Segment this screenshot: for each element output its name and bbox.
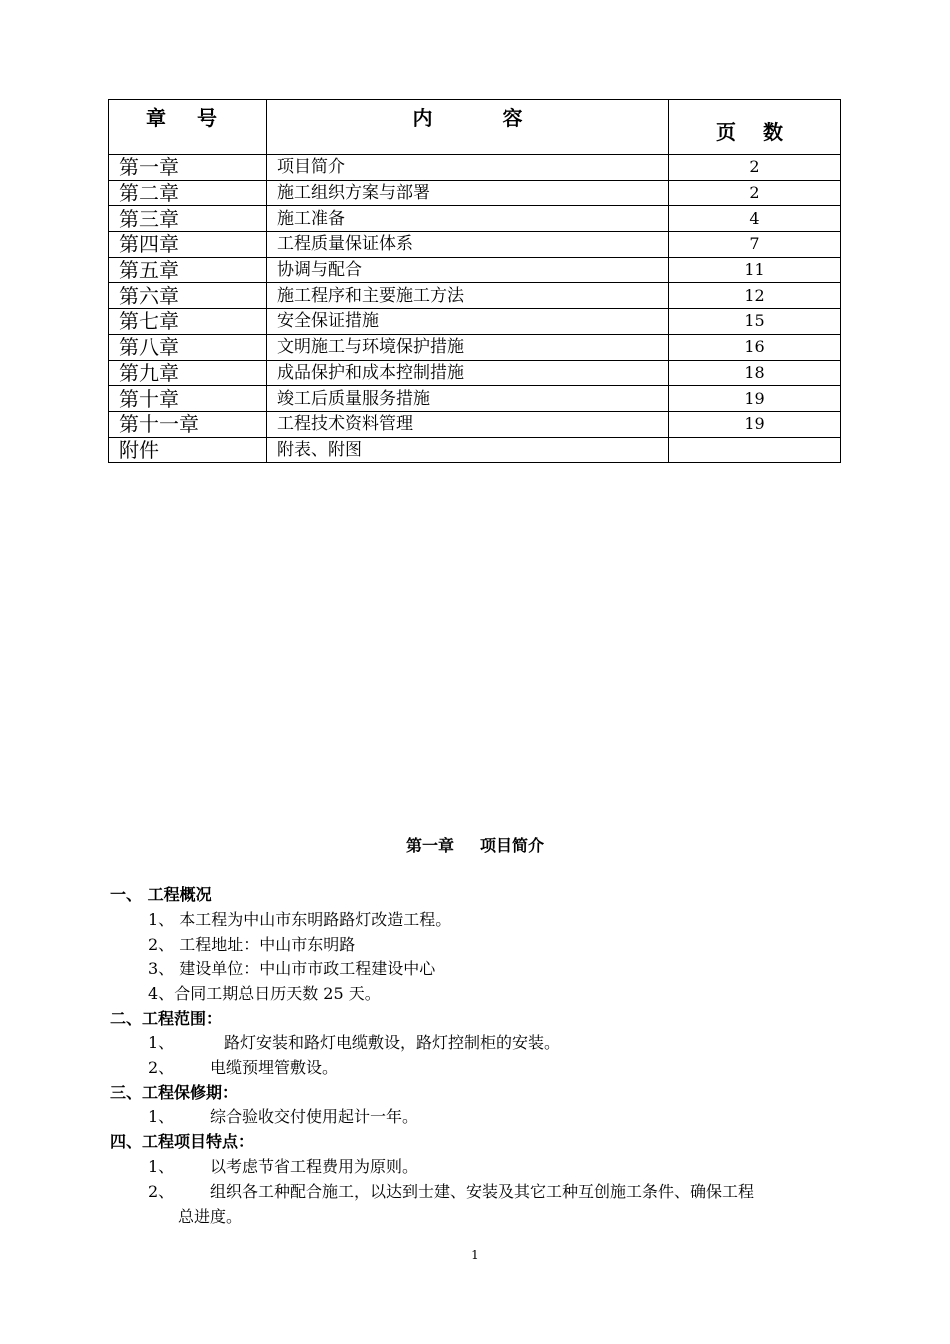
toc-page: 19 <box>669 386 841 412</box>
chapter-title <box>0 833 950 856</box>
toc-page: 4 <box>669 206 841 232</box>
item-number: 3、 <box>148 959 175 978</box>
toc-chapter: 附件 <box>109 437 267 463</box>
list-item <box>148 934 355 956</box>
item-number: 4、 <box>148 984 175 1003</box>
toc-content: 工程技术资料管理 <box>267 411 669 437</box>
list-item <box>148 1032 560 1054</box>
toc-row <box>109 411 841 437</box>
toc-chapter: 第九章 <box>109 360 267 386</box>
item-text: 综合验收交付使用起计一年。 <box>210 1107 419 1126</box>
toc-chapter: 第六章 <box>109 283 267 309</box>
toc-content: 施工组织方案与部署 <box>267 180 669 206</box>
toc-content: 施工程序和主要施工方法 <box>267 283 669 309</box>
toc-page: 2 <box>669 155 841 181</box>
toc-row <box>109 232 841 258</box>
toc-page: 16 <box>669 334 841 360</box>
item-number: 2、 <box>148 1058 175 1077</box>
toc-chapter: 第八章 <box>109 334 267 360</box>
list-item <box>148 1156 418 1178</box>
toc-header-content <box>267 100 669 155</box>
toc-row <box>109 309 841 335</box>
toc-header-content-b: 容 <box>502 106 523 130</box>
toc-chapter: 第二章 <box>109 180 267 206</box>
toc-chapter: 第三章 <box>109 206 267 232</box>
toc-content: 项目简介 <box>267 155 669 181</box>
toc-header-chapter: 章 号 <box>109 100 267 155</box>
item-number: 2、 <box>148 935 175 954</box>
item-text: 建设单位：中山市市政工程建设中心 <box>179 959 436 978</box>
toc-content: 附表、附图 <box>267 437 669 463</box>
toc-chapter: 第五章 <box>109 257 267 283</box>
toc-page: 18 <box>669 360 841 386</box>
item-number: 2、 <box>148 1182 175 1201</box>
list-item <box>148 958 435 980</box>
toc-page <box>669 437 841 463</box>
toc-header-page: 页 数 <box>669 100 841 155</box>
toc-chapter: 第十一章 <box>109 411 267 437</box>
toc-row <box>109 334 841 360</box>
toc-content: 工程质量保证体系 <box>267 232 669 258</box>
toc-page: 12 <box>669 283 841 309</box>
toc-page: 19 <box>669 411 841 437</box>
toc-chapter: 第一章 <box>109 155 267 181</box>
toc-content: 竣工后质量服务措施 <box>267 386 669 412</box>
item-text: 工程地址：中山市东明路 <box>179 935 356 954</box>
toc-content: 协调与配合 <box>267 257 669 283</box>
toc-content: 文明施工与环境保护措施 <box>267 334 669 360</box>
list-item <box>148 983 381 1005</box>
toc-table <box>108 99 841 463</box>
item-number: 1、 <box>148 1107 175 1126</box>
toc-chapter: 第四章 <box>109 232 267 258</box>
toc-chapter: 第七章 <box>109 309 267 335</box>
toc-chapter: 第十章 <box>109 386 267 412</box>
page-number: 1 <box>471 1248 479 1262</box>
item-number: 1、 <box>148 910 175 929</box>
item-text: 路灯安装和路灯电缆敷设，路灯控制柜的安装。 <box>224 1033 561 1052</box>
item-text: 本工程为中山市东明路路灯改造工程。 <box>179 910 452 929</box>
item-text: 以考虑节省工程费用为原则。 <box>210 1157 419 1176</box>
item-number: 1、 <box>148 1157 175 1176</box>
item-text: 电缆预埋管敷设。 <box>210 1058 339 1077</box>
section-heading-warranty: 三、工程保修期： <box>110 1083 239 1102</box>
section-heading-scope: 二、工程范围： <box>110 1009 223 1028</box>
toc-content: 施工准备 <box>267 206 669 232</box>
toc-header-content-a: 内 <box>412 106 433 130</box>
section-heading-features: 四、工程项目特点： <box>110 1132 255 1151</box>
toc-row <box>109 155 841 181</box>
toc-row <box>109 206 841 232</box>
toc-content: 安全保证措施 <box>267 309 669 335</box>
toc-row <box>109 283 841 309</box>
toc-page: 15 <box>669 309 841 335</box>
chapter-title-text: 项目简介 <box>480 836 545 855</box>
section-heading-overview: 一、 工程概况 <box>110 885 212 904</box>
list-item <box>148 1057 338 1079</box>
item-text: 组织各工种配合施工，以达到士建、安装及其它工种互创施工条件、确保工程 <box>210 1182 755 1201</box>
toc-page: 11 <box>669 257 841 283</box>
toc-header-row <box>109 100 841 155</box>
item-number: 1、 <box>148 1033 175 1052</box>
chapter-title-number: 第一章 <box>405 836 454 855</box>
item-text-continuation: 总进度。 <box>178 1207 243 1226</box>
toc-page: 2 <box>669 180 841 206</box>
list-item <box>148 1181 754 1203</box>
item-text: 合同工期总日历天数 25 天。 <box>174 984 381 1003</box>
toc-page: 7 <box>669 232 841 258</box>
toc-row <box>109 437 841 463</box>
list-item <box>148 909 451 931</box>
toc-content: 成品保护和成本控制措施 <box>267 360 669 386</box>
list-item <box>148 1106 418 1128</box>
toc-row <box>109 180 841 206</box>
toc-row <box>109 386 841 412</box>
toc-row <box>109 257 841 283</box>
toc-row <box>109 360 841 386</box>
